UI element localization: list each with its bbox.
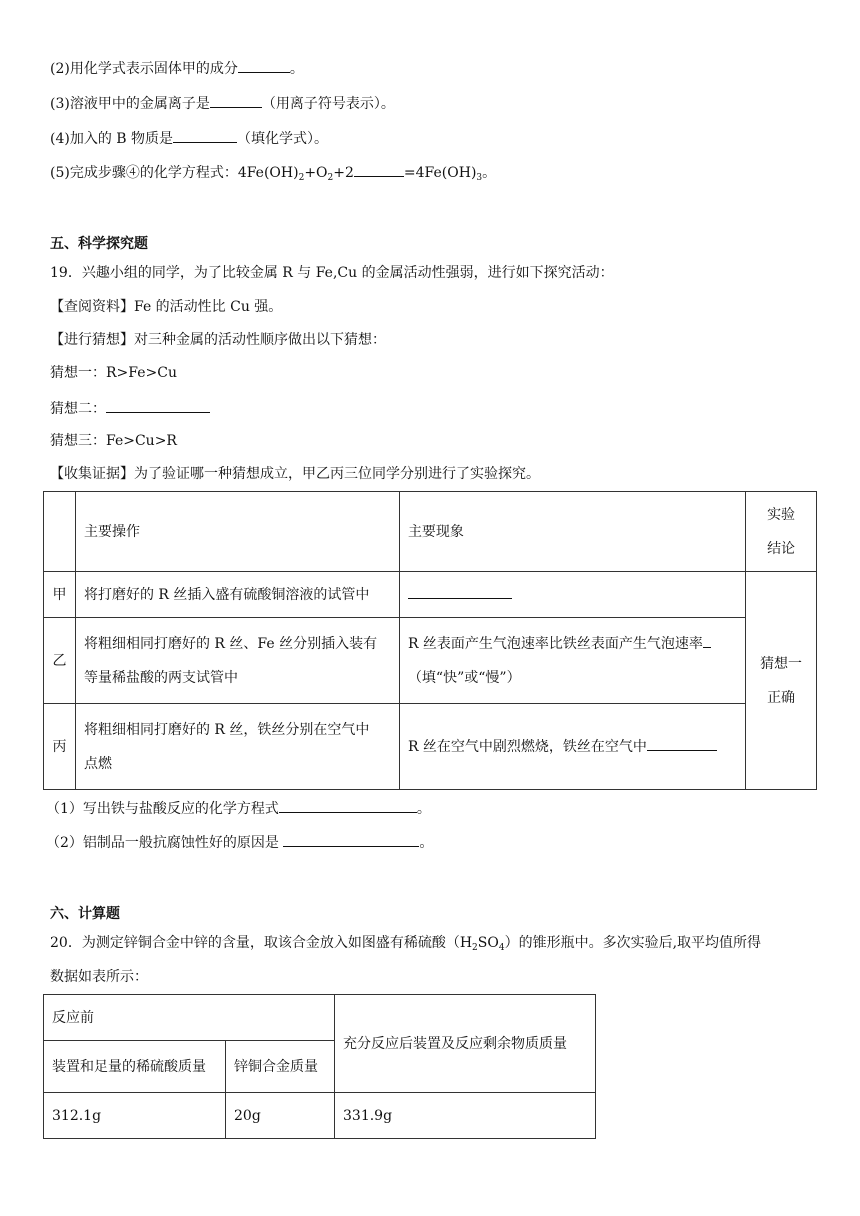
conclusion-cell: 猜想一 正确 xyxy=(746,572,817,790)
experiment-table xyxy=(43,491,817,790)
table-row xyxy=(44,618,817,704)
header-operation: 主要操作 xyxy=(75,492,399,572)
answer-blank[interactable] xyxy=(173,128,237,143)
table-corner xyxy=(44,492,76,572)
answer-blank[interactable] xyxy=(408,584,512,599)
q19-part2: （2）铝制品一般抗腐蚀性好的原因是 。 xyxy=(46,832,433,853)
q18-part2: (2)用化学式表示固体甲的成分 。 xyxy=(50,58,304,79)
header-before: 反应前 xyxy=(44,995,335,1041)
q19-intro: 19．兴趣小组的同学，为了比较金属 R 与 Fe,Cu 的金属活动性强弱，进行如下探究活动： xyxy=(50,265,614,281)
answer-blank[interactable] xyxy=(238,58,290,73)
header-alloy: 锌铜合金质量 xyxy=(226,1041,335,1093)
row-phenomenon xyxy=(399,572,745,618)
row-phenomenon: R 丝表面产生气泡速率比铁丝表面产生气泡速率 （填“快”或“慢”） xyxy=(399,618,745,704)
section-heading: 六、计算题 xyxy=(50,906,120,922)
row-operation: 将打磨好的 R 丝插入盛有硫酸铜溶液的试管中 xyxy=(75,572,399,618)
answer-blank[interactable] xyxy=(210,93,262,108)
table-row xyxy=(44,704,817,790)
answer-blank[interactable] xyxy=(354,162,404,177)
row-label: 乙 xyxy=(44,618,76,704)
q19-evidence: 【收集证据】为了验证哪一种猜想成立，甲乙丙三位同学分别进行了实验探究。 xyxy=(50,466,540,482)
q20-text-2: 数据如表所示： xyxy=(50,969,148,985)
q18-part4: (4)加入的 B 物质是 （填化学式）。 xyxy=(50,128,328,149)
row-label: 丙 xyxy=(44,704,76,790)
value-device: 312.1g xyxy=(44,1093,226,1139)
value-alloy: 20g xyxy=(226,1093,335,1139)
q20-text-1: 20．为测定锌铜合金中锌的含量，取该合金放入如图盛有稀硫酸$(H_2SO_4)$的锥形瓶中。多次实验后,取平均值所得 xyxy=(50,935,762,953)
q18-part5: (5)完成步骤④的化学方程式：$4Fe(OH)_2+O_2+2 =4Fe(OH)_3$。 xyxy=(50,162,496,188)
row-phenomenon: R 丝在空气中剧烈燃烧，铁丝在空气中 xyxy=(399,704,745,790)
row-operation: 将粗细相同打磨好的 R 丝、Fe 丝分别插入装有 等量稀盐酸的两支试管中 xyxy=(75,618,399,704)
answer-blank[interactable] xyxy=(279,798,417,813)
data-table xyxy=(43,994,596,1139)
header-device: 装置和足量的稀硫酸质量 xyxy=(44,1041,226,1093)
row-operation: 将粗细相同打磨好的 R 丝，铁丝分别在空气中 点燃 xyxy=(75,704,399,790)
header-after: 充分反应后装置及反应剩余物质质量 xyxy=(335,995,596,1093)
header-phenomenon: 主要现象 xyxy=(399,492,745,572)
q19-guess3: 猜想三：Fe>Cu>R xyxy=(50,433,177,449)
answer-blank[interactable] xyxy=(106,398,210,413)
table-row xyxy=(44,1093,596,1139)
header-conclusion: 实验 结论 xyxy=(746,492,817,572)
table-row xyxy=(44,572,817,618)
section-heading: 五、科学探究题 xyxy=(50,236,148,252)
q19-guess2: 猜想二： xyxy=(50,398,210,419)
q19-part1: （1）写出铁与盐酸反应的化学方程式 。 xyxy=(46,798,431,819)
q19-info: 【查阅资料】Fe 的活动性比 Cu 强。 xyxy=(50,299,283,315)
q19-guess-intro: 【进行猜想】对三种金属的活动性顺序做出以下猜想： xyxy=(50,332,386,348)
answer-blank[interactable] xyxy=(283,832,419,847)
value-after: 331.9g xyxy=(335,1093,596,1139)
answer-blank[interactable] xyxy=(647,736,717,751)
row-label: 甲 xyxy=(44,572,76,618)
q19-guess1: 猜想一：R>Fe>Cu xyxy=(50,365,177,381)
q18-part3: (3)溶液甲中的金属离子是 （用离子符号表示）。 xyxy=(50,93,395,114)
answer-blank[interactable] xyxy=(703,633,711,648)
